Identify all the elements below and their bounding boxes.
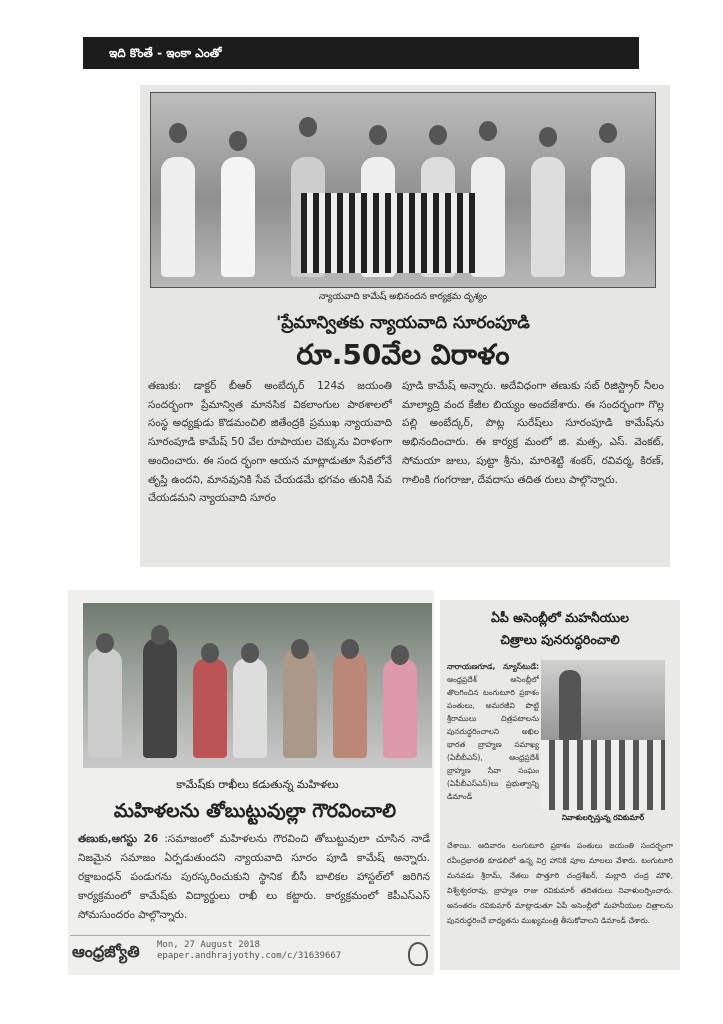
article-2-photo xyxy=(83,603,432,768)
article-2-dateline: తణుకు,ఆగస్టు 26 xyxy=(78,833,159,845)
article-1-headline: రూ.50వేల విరాళం xyxy=(296,338,510,371)
article-3-body: చేశాయి. ఆదివారం టంగుటూరి ప్రకాశం పంతులు జయంతి సందర్భంగా రవీంద్రభారతి కూడలిలో ఉన్న విగ్ర హానికి పూల మాలలు వేశారు. టంగుటూరి మనవడు శ్రీరామ్, నేతలు పొత్తూరి చంద్రశేఖర్, మల్లాది చంద్ర మౌళి, విశ్వేశ్వరరావు, బ్రాహ్మణ రాజు రవికుమార్ తదితరులు నివాళులర్పించారు. అనంతరం రవికుమార్ మాట్లాడుతూ ఏపీ అసెంబ్లీలో మహనీయుల చిత్రాలను పునరుద్ధరించే బాధ్యతను ముఖ్యమంత్రి తీసుకోవాలని డిమాండ్ చేశారు. xyxy=(447,841,673,925)
article-1-photo xyxy=(150,92,656,288)
article-2-headline: మహిళలను తోబుట్టువుల్లా గౌరవించాలి xyxy=(113,800,397,822)
article-1-column-2: పూడి కామేష్ అన్నారు. అదేవిధంగా తణుకు సబ్ రిజిస్ట్రార్ నీలం మాల్యాద్రి వంద కేజీల బియ్యం అందజేశారు. ఈ సందర్భంగా గొల్ల పల్లి అంబేద్కర్, పొట్ల సురేష్‌లు సూరంపూడి కామేష్‌ను అభినందించారు. ఈ కార్యక్ర మంలో జి. మత్స, ఎస్. వెంకట్, సోమయా జులు, పుట్టా శ్రీను, మారిశెట్టి శంకర్, రవివర్మ, కిరణ్, గాలింకి గంగరాజు, దేవదాసు తదిత రులు పాల్గొన్నారు. xyxy=(402,380,664,486)
footer-date: Mon, 27 August 2018 xyxy=(157,940,260,950)
footer-url[interactable]: epaper.andhrajyothy.com/c/31639667 xyxy=(157,951,342,961)
article-3-headline-line-2: చిత్రాలు పునరుద్ధరించాలి xyxy=(500,632,620,647)
article-3-headline-line-1: ఏపీ అసెంబ్లీలో మహనీయుల xyxy=(491,610,629,625)
striped-tablecloth xyxy=(301,193,481,273)
article-1-column-1: తణుకు: డాక్టర్ బీఆర్ అంబేద్కర్ 124వ జయంతి సందర్భంగా ప్రేమాన్విత మానసిక వికలాంగుల పాఠశాలలో సంస్థ అధ్యక్షుడు కొడమంచిలి జితేంద్రకి ప్రముఖ న్యాయవాది సూరంపూడి కామేష్ 50 వేల రూపాయల చెక్కును విరాళంగా అందించారు. ఈ సంద ర్భంగా ఆయన మాట్లాడుతూ సేవలోనే తృప్తి ఉందని, మానవునికి సేవ చేయడమే భగవం తునికి సేవ చేయడమని న్యాయవాది సూరం xyxy=(148,380,392,505)
article-3-dateline: నారాయణగూడ, న్యూస్‌టుడే: xyxy=(447,662,539,671)
article-1-photo-caption: న్యాయవాది కామేష్ అభినందన కార్యక్రమ దృశ్యం xyxy=(318,292,488,302)
article-2-photo-caption: కామేష్‌కు రాఖీలు కడుతున్న మహిళలు xyxy=(176,778,339,791)
header-title: ఇది కొంతే - ఇంకా ఎంతో xyxy=(109,46,222,60)
article-1-subheadline: 'ప్రేమాన్వితకు న్యాయవాది సూరంపూడి xyxy=(276,313,530,333)
owl-icon xyxy=(408,942,428,966)
footer-divider xyxy=(70,935,430,936)
article-3-photo-statue xyxy=(541,660,665,810)
article-2-body: :సమాజంలో మహిళలను గౌరవించి తోబుట్టువులా చూసిన నాడే నిజమైన సమాజం ఏర్పడుతుందని న్యాయవాది సూరం పూడి కామేష్ అన్నారు. రక్షాబంధన్ పండుగను పురస్కరించుకుని స్థానిక బీసీ బాలికల హాస్టల్‌లో జరిగిన కార్యక్రమంలో కామేష్‌కు విద్యార్థులు రాఖీ లు కట్టారు. కార్యక్రమంలో కెపీఎస్ఎస్ సోమసుందరం పాల్గొన్నారు. xyxy=(78,833,430,921)
section-header xyxy=(83,37,639,69)
article-3-photo-caption: నివాళులర్పిస్తున్న రవికుమార్ xyxy=(561,813,645,822)
article-3-side-text: ఆంధ్రప్రదేశ్ అసెంబ్లీలో తొలగించిన టంగుటూరి ప్రకాశం పంతులు, అమరజీవి పొట్టి శ్రీరాములు చిత్రపటాలను పునరుద్ధరించాలని అఖిల భారత బ్రాహ్మణ సమాఖ్య (ఏబీబీఎస్), ఆంధ్రప్రదేశ్ బ్రాహ్మణ సేవా సంఘం (ఏపీబీఎస్ఎస్)లు ప్రభుత్వాన్ని డిమాండ్ xyxy=(447,675,539,801)
andhrajyothy-logo: ఆంధ్రజ్యోతి xyxy=(72,942,140,961)
